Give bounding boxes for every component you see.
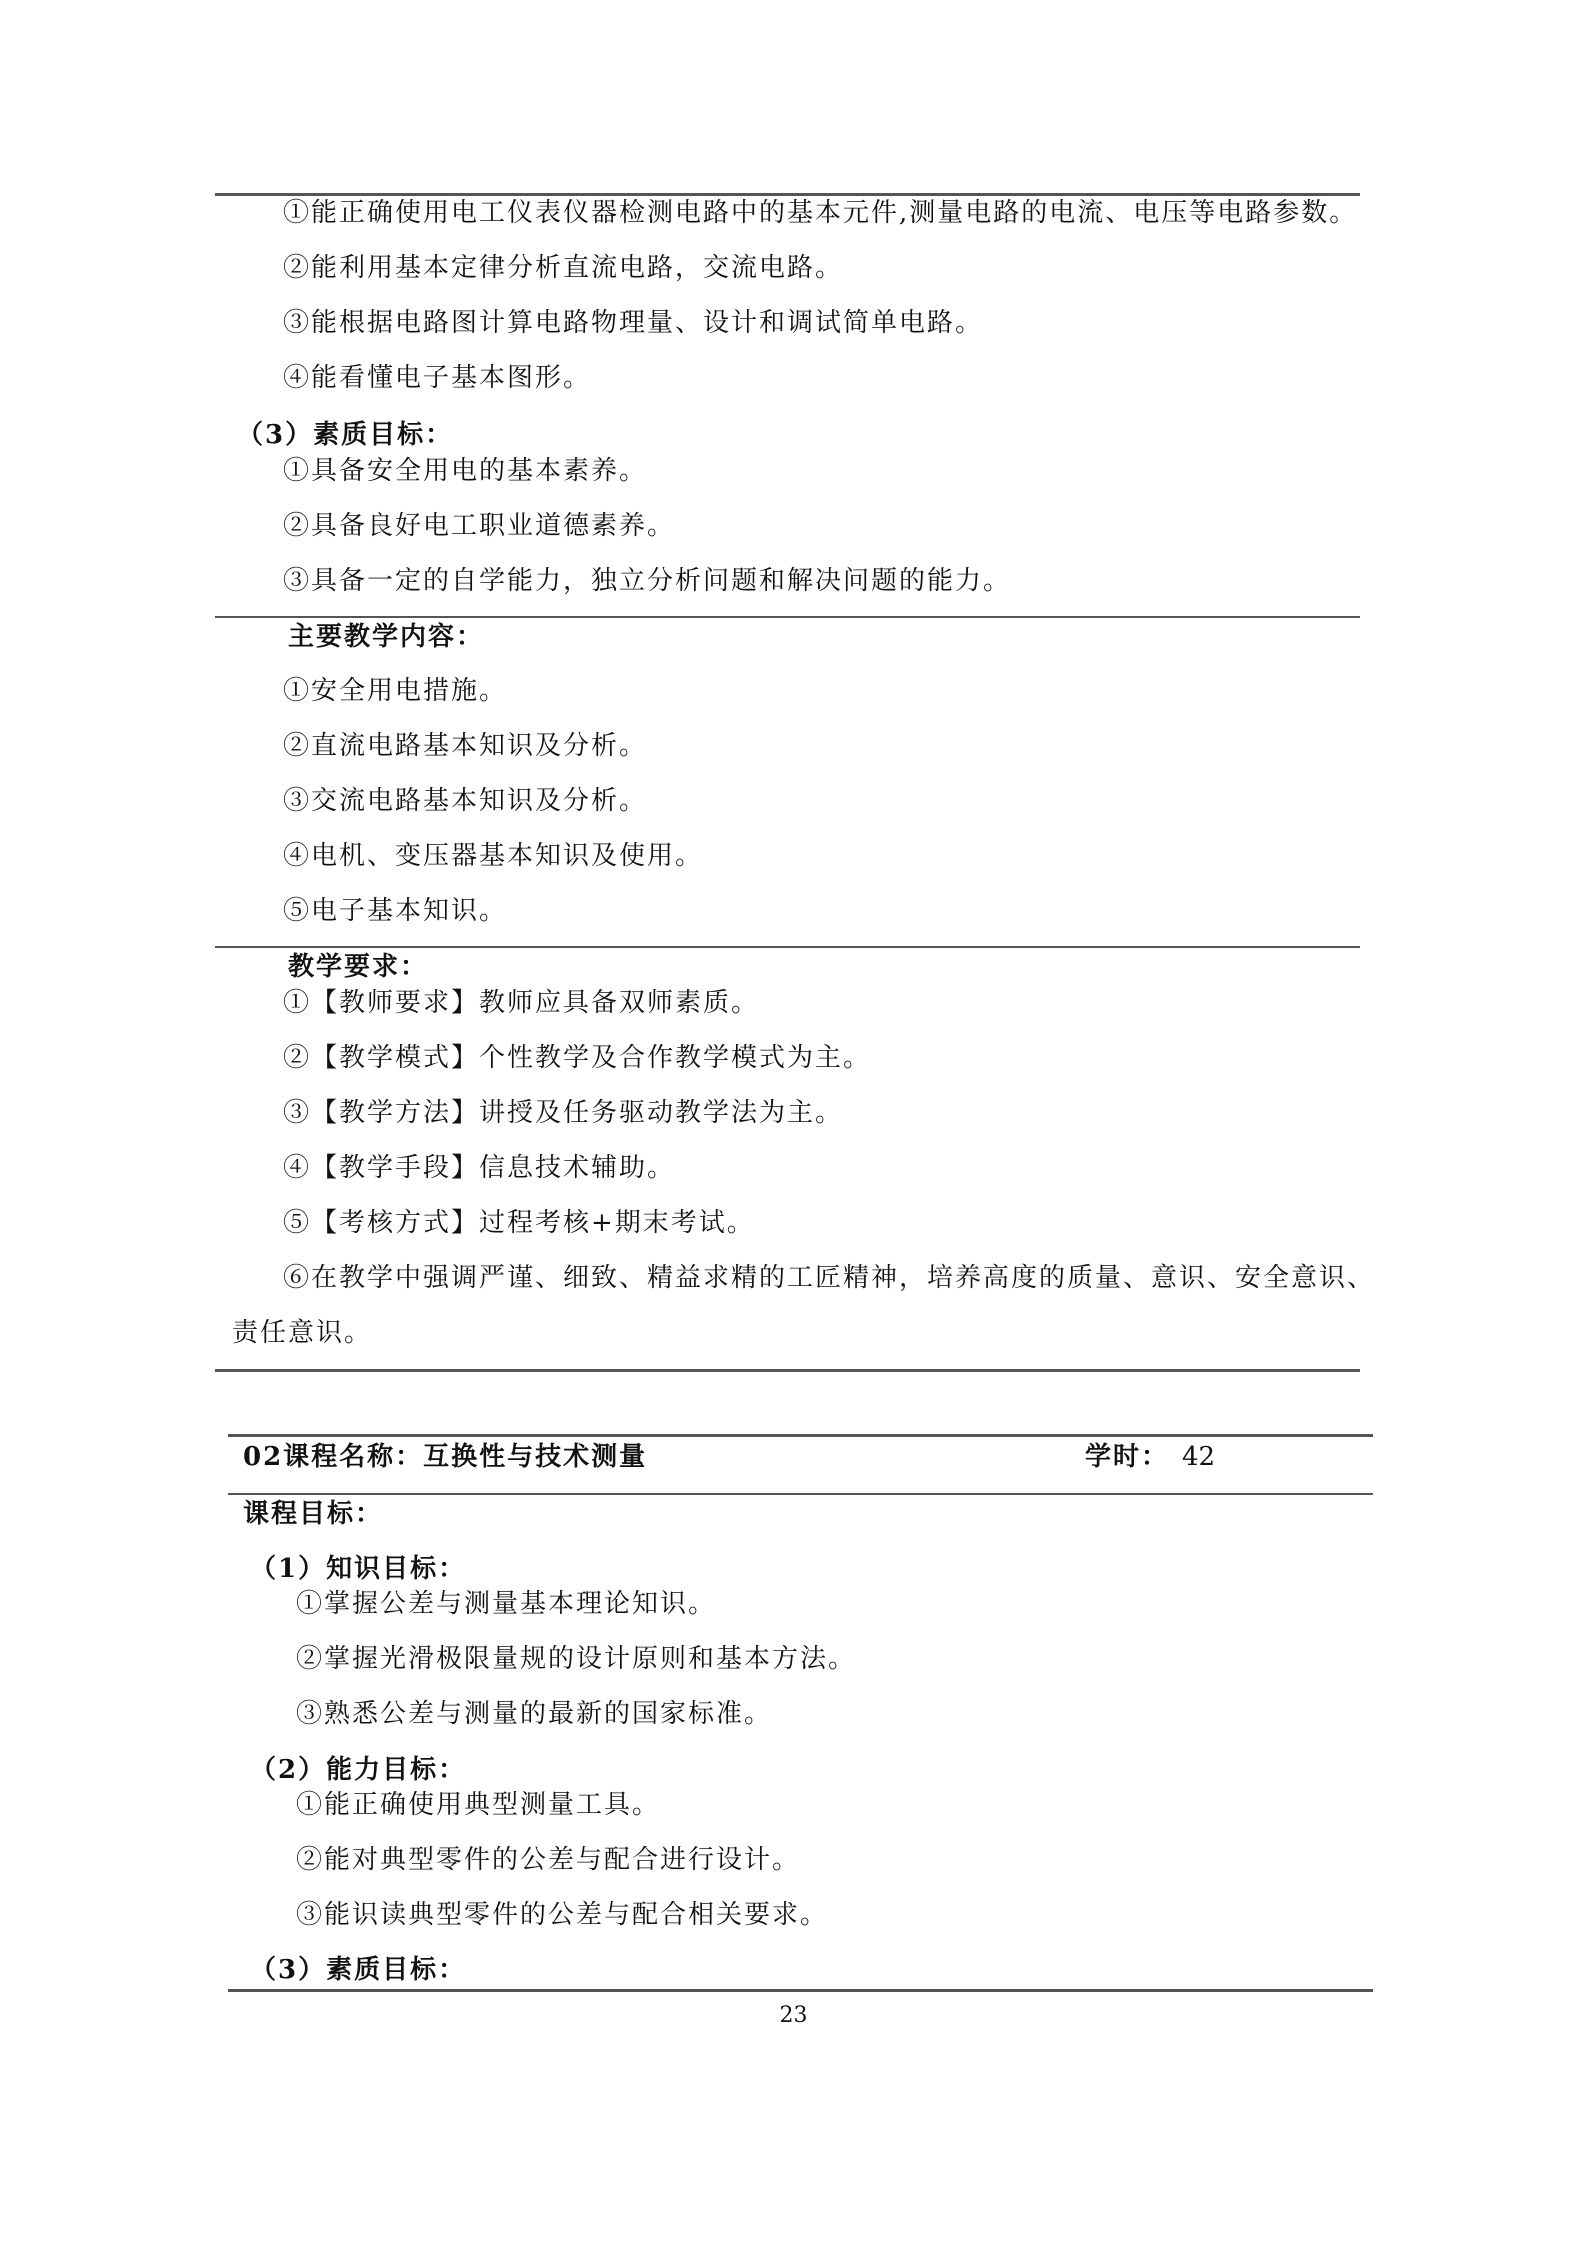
requirement-item: ②【教学模式】个性教学及合作教学模式为主。 xyxy=(283,1043,872,1073)
quality-item: ①具备安全用电的基本素养。 xyxy=(283,456,648,486)
course-header-bottom-rule xyxy=(228,1493,1373,1495)
quality-item: ②具备良好电工职业道德素养。 xyxy=(283,511,676,541)
course-header-top-rule xyxy=(228,1434,1373,1437)
knowledge-item: ③熟悉公差与测量的最新的国家标准。 xyxy=(296,1699,773,1729)
ability-heading: （2）能力目标： xyxy=(250,1755,467,1785)
requirement-item: ④【教学手段】信息技术辅助。 xyxy=(283,1153,676,1183)
knowledge-item: ①掌握公差与测量基本理论知识。 xyxy=(296,1589,717,1619)
content-item: ④电机、变压器基本知识及使用。 xyxy=(283,841,704,871)
ability-item: ①能正确使用电工仪表仪器检测电路中的基本元件,测量电路的电流、电压等电路参数。 xyxy=(283,198,1358,228)
requirement-item-continuation: 责任意识。 xyxy=(232,1318,373,1348)
course-goals-heading: 课程目标： xyxy=(243,1499,384,1529)
ability-item: ②能利用基本定律分析直流电路，交流电路。 xyxy=(283,253,844,283)
content-section-rule xyxy=(215,616,1360,618)
course-hours-label: 学时： xyxy=(1085,1442,1170,1472)
course-quality-heading: （3）素质目标： xyxy=(250,1955,467,1985)
course-name: 02课程名称：互换性与技术测量 xyxy=(243,1442,648,1472)
ability-item: ③能根据电路图计算电路物理量、设计和调试简单电路。 xyxy=(283,308,984,338)
quality-heading: （3）素质目标： xyxy=(237,420,454,450)
requirement-item: ⑥在教学中强调严谨、细致、精益求精的工匠精神，培养高度的质量、意识、安全意识、 xyxy=(283,1263,1376,1293)
content-heading: 主要教学内容： xyxy=(288,622,485,652)
requirement-item: ①【教师要求】教师应具备双师素质。 xyxy=(283,988,760,1018)
course-ability-item: ③能识读典型零件的公差与配合相关要求。 xyxy=(296,1900,829,1930)
content-item: ①安全用电措施。 xyxy=(283,676,508,706)
page-bottom-rule xyxy=(228,1989,1373,1992)
content-item: ②直流电路基本知识及分析。 xyxy=(283,731,648,761)
requirement-item: ③【教学方法】讲授及任务驱动教学法为主。 xyxy=(283,1098,844,1128)
ability-item: ④能看懂电子基本图形。 xyxy=(283,363,592,393)
content-item: ③交流电路基本知识及分析。 xyxy=(283,786,648,816)
requirements-heading: 教学要求： xyxy=(288,952,429,982)
course-ability-item: ②能对典型零件的公差与配合进行设计。 xyxy=(296,1845,801,1875)
content-item: ⑤电子基本知识。 xyxy=(283,896,508,926)
requirements-section-rule xyxy=(215,946,1360,948)
knowledge-item: ②掌握光滑极限量规的设计原则和基本方法。 xyxy=(296,1644,857,1674)
course-ability-item: ①能正确使用典型测量工具。 xyxy=(296,1790,661,1820)
prev-section-bottom-rule xyxy=(215,1369,1360,1372)
page-number: 23 xyxy=(779,2003,808,2028)
requirement-item: ⑤【考核方式】过程考核+期末考试。 xyxy=(283,1208,755,1238)
course-hours-value: 42 xyxy=(1182,1442,1216,1472)
quality-item: ③具备一定的自学能力，独立分析问题和解决问题的能力。 xyxy=(283,566,1012,596)
knowledge-heading: （1）知识目标： xyxy=(250,1554,467,1584)
